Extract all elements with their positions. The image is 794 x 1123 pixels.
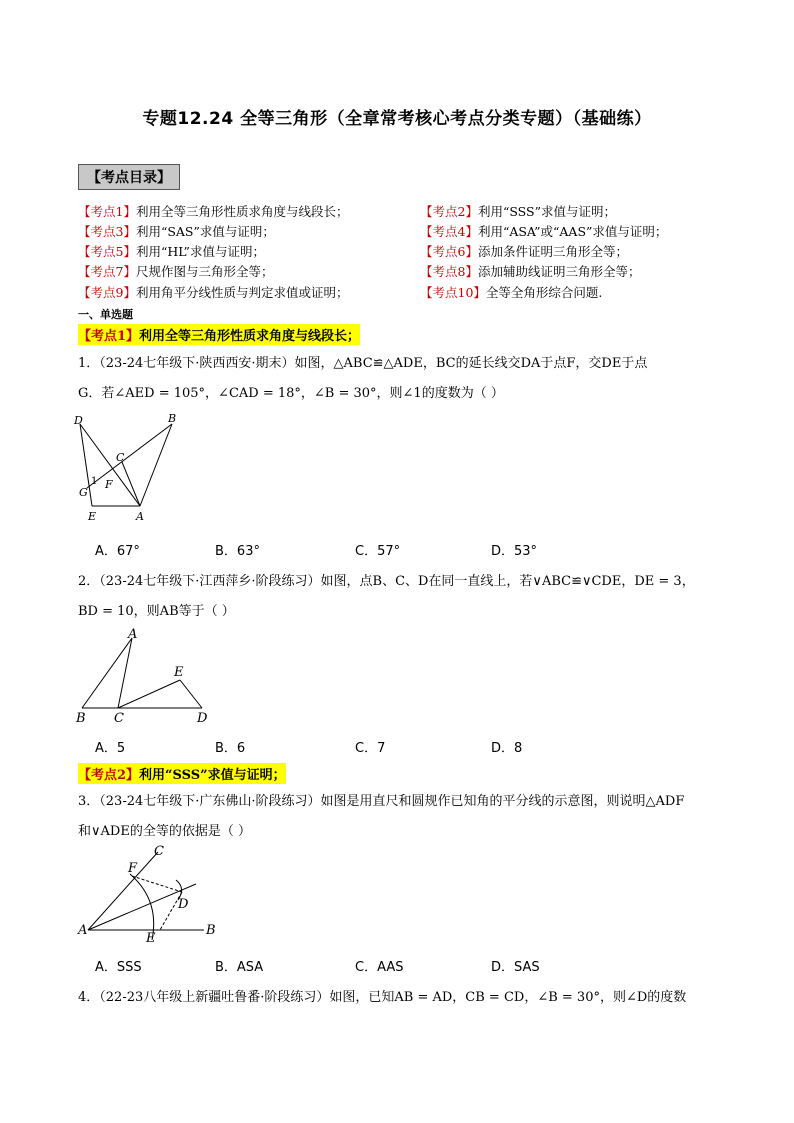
directory-tag: 【考点7】 xyxy=(78,264,136,279)
label-1: 1 xyxy=(91,476,98,487)
directory-text: 添加条件证明三角形全等； xyxy=(477,244,628,259)
directory-row-9 xyxy=(78,283,348,301)
directory-row-4 xyxy=(420,222,667,240)
directory-label: 【考点目录】 xyxy=(78,164,180,190)
directory-tag: 【考点4】 xyxy=(420,224,478,239)
label-B: B xyxy=(168,412,177,425)
option-c[interactable]: C．7 xyxy=(355,741,386,756)
label-D: D xyxy=(178,897,189,912)
directory-row-8 xyxy=(420,262,640,280)
option-a[interactable]: A．5 xyxy=(95,741,126,756)
label-E: E xyxy=(88,510,97,523)
directory-tag: 【考点1】 xyxy=(78,204,136,219)
topic-heading-2 xyxy=(78,763,286,784)
directory-text: 添加辅助线证明三角形全等； xyxy=(477,264,641,279)
seg-DA xyxy=(80,424,140,506)
directory-text: 利用角平分线性质与判定求值或证明； xyxy=(135,285,349,300)
topic-tag: 【考点2】 xyxy=(78,768,140,783)
topic-text: 利用全等三角形性质求角度与线段长； xyxy=(139,329,361,344)
label-F: F xyxy=(128,861,138,876)
label-F: F xyxy=(105,478,113,491)
directory-row-1 xyxy=(78,202,348,220)
directory-row-5 xyxy=(78,242,265,260)
label-A: A xyxy=(136,510,144,523)
page-title: 专题12.24 全等三角形（全章常考核心考点分类专题）（基础练） xyxy=(142,109,652,129)
label-D: D xyxy=(74,414,83,427)
directory-text: 利用“SAS”求值与证明； xyxy=(135,224,275,239)
seg-CE xyxy=(118,680,180,708)
option-d[interactable]: D．53° xyxy=(491,544,538,559)
label-B: B xyxy=(206,923,216,938)
option-b[interactable]: B．6 xyxy=(215,741,246,756)
q1-stem-line1: 1．（23-24七年级下·陕西西安·期末）如图，△ABC≌△ADE，BC的延长线交DA于点F，交DE于点 xyxy=(78,356,648,371)
directory-tag: 【考点5】 xyxy=(78,244,136,259)
directory-text: 利用“HL”求值与证明； xyxy=(135,244,265,259)
option-d[interactable]: D．8 xyxy=(491,741,523,756)
label-C: C xyxy=(116,451,125,464)
directory-text: 利用全等三角形性质求角度与线段长； xyxy=(135,204,349,219)
q2-stem-line2: BD = 10，则AB等于（ ） xyxy=(78,604,235,619)
seg-ED xyxy=(180,680,202,708)
topic-text: 利用“SSS”求值与证明； xyxy=(139,768,286,783)
directory-text: 全等全角形综合问题. xyxy=(485,285,603,300)
directory-tag: 【考点2】 xyxy=(420,204,478,219)
label-A: A xyxy=(78,923,88,938)
directory-row-2 xyxy=(420,202,616,220)
label-C: C xyxy=(154,844,164,859)
directory-tag: 【考点9】 xyxy=(78,285,136,300)
directory-tag: 【考点8】 xyxy=(420,264,478,279)
label-A: A xyxy=(128,628,138,642)
option-b[interactable]: B．ASA xyxy=(215,960,264,975)
section-heading: 一、单选题 xyxy=(78,308,133,321)
ray-AC xyxy=(88,852,158,930)
directory-text: 利用“SSS”求值与证明； xyxy=(477,204,616,219)
option-c[interactable]: C．AAS xyxy=(355,960,404,975)
directory-tag: 【考点10】 xyxy=(420,285,486,300)
q3-stem-line1: 3．（23-24七年级下·广东佛山·阶段练习）如图是用直尺和圆规作已知角的平分线的示意图，则说明△ADF xyxy=(78,794,685,809)
topic-tag: 【考点1】 xyxy=(78,329,140,344)
q1-figure xyxy=(70,412,190,527)
option-b[interactable]: B．63° xyxy=(215,544,260,559)
option-c[interactable]: C．57° xyxy=(355,544,401,559)
label-D: D xyxy=(197,711,208,726)
directory-row-3 xyxy=(78,222,275,240)
label-C: C xyxy=(114,711,124,726)
label-B: B xyxy=(76,711,86,726)
directory-text: 尺规作图与三角形全等； xyxy=(135,264,274,279)
q4-stem-line1: 4．（22-23八年级上新疆吐鲁番·阶段练习）如图，已知AB = AD，CB = CD，∠B = 30°，则∠D的度数 xyxy=(78,990,687,1005)
q2-figure xyxy=(72,628,222,728)
option-a[interactable]: A．67° xyxy=(95,544,140,559)
directory-tag: 【考点6】 xyxy=(420,244,478,259)
label-E: E xyxy=(146,931,156,946)
q3-stem-line2: 和∨ADE的全等的依据是（ ） xyxy=(78,824,251,839)
q3-figure xyxy=(74,842,224,947)
label-G: G xyxy=(79,486,88,499)
option-a[interactable]: A．SSS xyxy=(95,960,142,975)
q2-stem-line1: 2．（23-24七年级下·江西萍乡·阶段练习）如图，点B、C、D在同一直线上，若∨ABC≌∨CDE，DE = 3， xyxy=(78,574,695,589)
label-E: E xyxy=(174,665,184,680)
directory-row-10 xyxy=(420,283,602,301)
q1-stem-line2: G．若∠AED = 105°，∠CAD = 18°，∠B = 30°，则∠1的度数为（ ） xyxy=(78,386,504,401)
directory-row-6 xyxy=(420,242,628,260)
directory-text: 利用“ASA”或“AAS”求值与证明； xyxy=(477,224,668,239)
directory-tag: 【考点3】 xyxy=(78,224,136,239)
directory-row-7 xyxy=(78,262,273,280)
option-d[interactable]: D．SAS xyxy=(491,960,540,975)
topic-heading-1 xyxy=(78,324,360,345)
seg-AC xyxy=(122,462,140,506)
